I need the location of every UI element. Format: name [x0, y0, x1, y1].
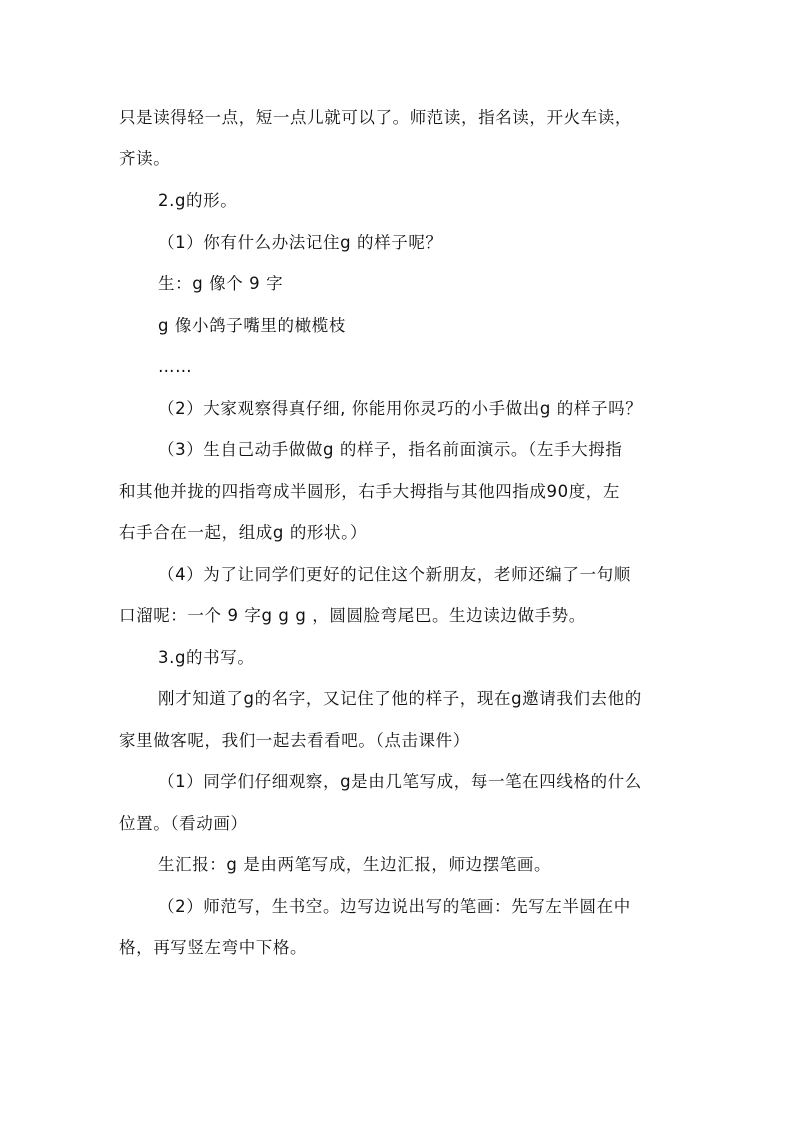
- paragraph-line: 刚才知道了g的名字，又记住了他的样子，现在g邀请我们去他的: [158, 689, 642, 708]
- paragraph-line: 和其他并拢的四指弯成半圆形，右手大拇指与其他四指成90度，左: [119, 482, 620, 501]
- paragraph-line: 齐读。: [119, 149, 171, 168]
- section-heading: 3.g的书写。: [158, 648, 255, 667]
- paragraph-line: 只是读得轻一点，短一点儿就可以了。师范读，指名读，开火车读，: [119, 108, 632, 127]
- paragraph-line: （4）为了让同学们更好的记住这个新朋友，老师还编了一句顺: [158, 565, 631, 584]
- paragraph-line: 口溜呢：一个 9 字g g g ，圆圆脸弯尾巴。生边读边做手势。: [119, 606, 586, 625]
- ellipsis-line: ……: [158, 357, 193, 376]
- paragraph-line: 格，再写竖左弯中下格。: [119, 938, 308, 957]
- paragraph-line: （1）同学们仔细观察，g是由几笔写成，每一笔在四线格的什么: [158, 772, 642, 791]
- paragraph-line: g 像小鸽子嘴里的橄榄枝: [158, 316, 346, 335]
- paragraph-line: 右手合在一起，组成g 的形状。）: [119, 523, 368, 542]
- paragraph-line: 家里做客呢，我们一起去看看吧。（点击课件）: [119, 731, 470, 750]
- paragraph-line: 生：g 像个 9 字: [158, 274, 284, 293]
- paragraph-line: 位置。（看动画）: [119, 814, 248, 833]
- section-heading: 2.g的形。: [158, 191, 238, 210]
- paragraph-line: （3）生自己动手做做g 的样子，指名前面演示。（左手大拇指: [158, 440, 623, 459]
- paragraph-line: （1）你有什么办法记住g 的样子呢？: [158, 233, 443, 252]
- paragraph-line: （2）大家观察得真仔细, 你能用你灵巧的小手做出g 的样子吗？: [158, 399, 643, 418]
- paragraph-line: 生汇报：g 是由两笔写成，生边汇报，师边摆笔画。: [158, 855, 552, 874]
- paragraph-line: （2）师范写，生书空。边写边说出写的笔画：先写左半圆在中: [158, 897, 631, 916]
